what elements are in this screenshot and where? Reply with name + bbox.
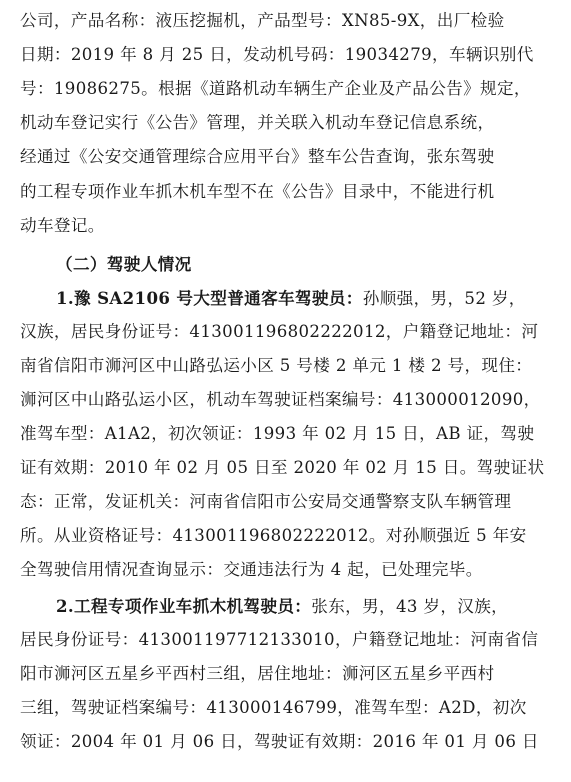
paragraph-line: 公司，产品名称：液压挖掘机，产品型号：XN85-9X，出厂检验 bbox=[20, 11, 505, 30]
paragraph-line: 三组，驾驶证档案编号：413000146799，准驾车型：A2D，初次 bbox=[20, 698, 527, 717]
driver-1-intro: 孙顺强，男，52 岁， bbox=[362, 289, 526, 308]
section-heading: （二）驾驶人情况 bbox=[56, 254, 192, 274]
paragraph-line: 态：正常，发证机关：河南省信阳市公安局交通警察支队车辆管理 bbox=[20, 492, 512, 511]
paragraph-line bbox=[56, 594, 508, 619]
paragraph-line: 准驾车型：A1A2，初次领证：1993 年 02 月 15 日，AB 证，驾驶 bbox=[20, 424, 535, 443]
paragraph-line: 居民身份证号：413001197712133010，户籍登记地址：河南省信 bbox=[20, 630, 539, 649]
paragraph-line: 领证：2004 年 01 月 06 日，驾驶证有效期：2016 年 01 月 06 日 bbox=[20, 732, 539, 751]
paragraph-line: 经通过《公安交通管理综合应用平台》整车公告查询，张东驾驶 bbox=[20, 147, 495, 166]
paragraph-line: 全驾驶信用情况查询显示：交通违法行为 4 起，已处理完毕。 bbox=[20, 560, 483, 579]
driver-2-intro: 张东，男，43 岁，汉族， bbox=[311, 597, 509, 616]
paragraph-line: 阳市浉河区五星乡平西村三组，居住地址：浉河区五星乡平西村 bbox=[20, 664, 495, 683]
paragraph-line: 日期：2019 年 8 月 25 日，发动机号码：19034279，车辆识别代 bbox=[20, 45, 534, 64]
paragraph-line: 所。从业资格证号：413001196802222012。对孙顺强近 5 年安 bbox=[20, 526, 527, 545]
paragraph-line: 的工程专项作业车抓木机车型不在《公告》目录中，不能进行机 bbox=[20, 182, 495, 201]
driver-2-heading: 2.工程专项作业车抓木机驾驶员： bbox=[56, 596, 312, 616]
paragraph-line: 浉河区中山路弘运小区，机动车驾驶证档案编号：413000012090， bbox=[20, 390, 541, 409]
paragraph-line: 汉族，居民身份证号：413001196802222012，户籍登记地址：河 bbox=[20, 322, 539, 341]
paragraph-line: 南省信阳市浉河区中山路弘运小区 5 号楼 2 单元 1 楼 2 号，现住： bbox=[20, 356, 533, 375]
driver-1-heading: 1.豫 SA2106 号大型普通客车驾驶员： bbox=[56, 288, 363, 308]
paragraph-line: 机动车登记实行《公告》管理，并关联入机动车登记信息系统， bbox=[20, 113, 495, 132]
paragraph-line: 证有效期：2010 年 02 月 05 日至 2020 年 02 月 15 日。驾驶证状 bbox=[20, 458, 545, 477]
paragraph-line: 号：19086275。根据《道路机动车辆生产企业及产品公告》规定， bbox=[20, 79, 531, 98]
paragraph-line bbox=[56, 286, 526, 311]
paragraph-line: 动车登记。 bbox=[20, 216, 105, 235]
